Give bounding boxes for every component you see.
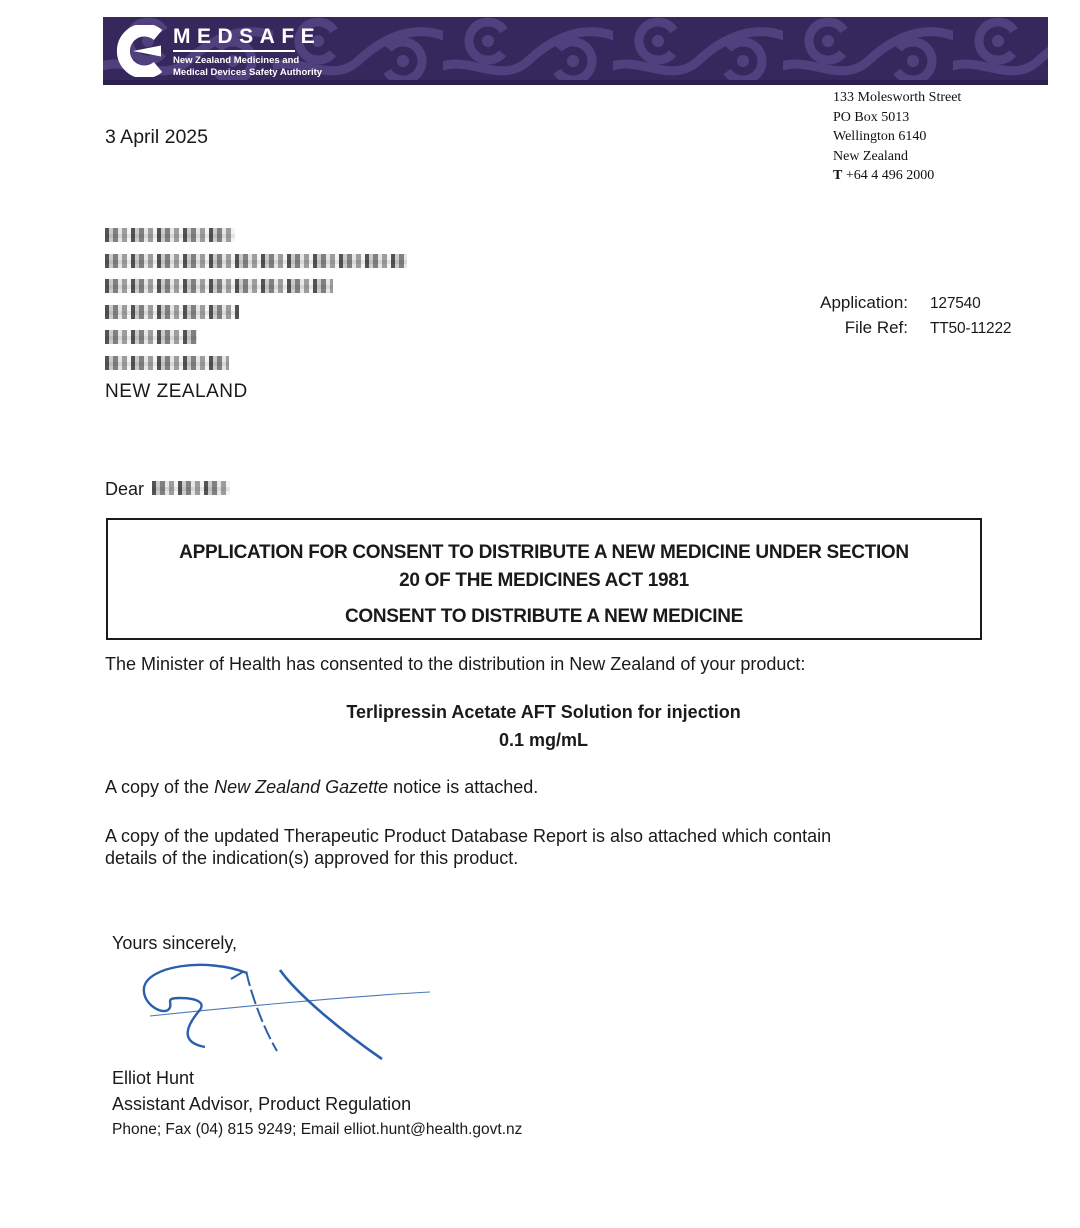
recipient-address — [105, 228, 407, 403]
logo-text-block — [173, 26, 322, 79]
sender-address-line: PO Box 5013 — [833, 109, 910, 125]
phone-value: +64 4 496 2000 — [845, 168, 935, 183]
body-paragraph-gazette — [105, 777, 538, 798]
salutation — [105, 479, 230, 500]
gazette-text-post: notice is attached. — [388, 777, 539, 797]
gazette-title: New Zealand Gazette — [214, 777, 389, 797]
report-text-line-1: A copy of the updated Therapeutic Product Database Report is also attached which contain — [105, 826, 832, 846]
sender-phone — [833, 166, 961, 186]
redacted-recipient-name — [105, 228, 235, 242]
logo-subtitle-1: New Zealand Medicines and — [173, 55, 300, 66]
product-name: Terlipressin Acetate AFT Solution for injection — [346, 702, 741, 722]
body-paragraph-consent: The Minister of Health has consented to the distribution in New Zealand of your product: — [105, 654, 806, 674]
redacted-salutation-name — [152, 481, 230, 495]
valediction: Yours sincerely, — [112, 933, 238, 953]
salutation-prefix: Dear — [105, 479, 145, 499]
redacted-recipient-city — [105, 356, 229, 370]
application-label: Application: — [820, 293, 908, 312]
sender-address — [833, 88, 961, 186]
sender-address-line: 133 Molesworth Street — [833, 90, 962, 105]
application-number: 127540 — [930, 295, 981, 312]
product-block — [105, 698, 982, 754]
signatory-contact: Phone; Fax (04) 815 9249; Email elliot.hunt@health.govt.nz — [112, 1121, 523, 1138]
file-ref-number: TT50-11222 — [930, 320, 1012, 337]
application-row — [780, 293, 1011, 313]
notice-title-line-1: APPLICATION FOR CONSENT TO DISTRIBUTE A NEW MEDICINE UNDER SECTION — [179, 542, 909, 563]
body-paragraph-database-report — [105, 826, 831, 869]
reference-block — [780, 293, 1011, 343]
redacted-recipient-suburb — [105, 330, 197, 344]
logo-title: MEDSAFE — [173, 25, 322, 48]
sender-address-line: Wellington 6140 — [833, 129, 927, 144]
signatory-name: Elliot Hunt — [112, 1068, 195, 1088]
medsafe-banner — [103, 17, 1048, 85]
sender-address-line: New Zealand — [833, 148, 909, 164]
logo-divider — [173, 50, 295, 52]
file-ref-row — [780, 318, 1011, 338]
product-strength: 0.1 mg/mL — [498, 730, 589, 750]
notice-subtitle: CONSENT TO DISTRIBUTE A NEW MEDICINE — [344, 606, 744, 627]
letter-date: 3 April 2025 — [105, 126, 208, 148]
notice-title-line-2: 20 OF THE MEDICINES ACT 1981 — [399, 570, 689, 591]
redacted-recipient-company — [105, 279, 333, 293]
redacted-recipient-title — [105, 254, 407, 268]
gazette-text-pre: A copy of the — [105, 777, 215, 797]
signatory-role: Assistant Advisor, Product Regulation — [112, 1094, 412, 1114]
phone-label: T — [833, 168, 843, 183]
report-text-line-2: details of the indication(s) approved for this product. — [105, 847, 519, 868]
consent-notice-box — [106, 518, 982, 640]
file-ref-label: File Ref: — [844, 318, 908, 337]
redacted-recipient-pobox — [105, 305, 239, 319]
signature-image — [135, 952, 435, 1064]
recipient-country: NEW ZEALAND — [105, 381, 248, 402]
medsafe-logo-icon — [111, 25, 167, 77]
logo-subtitle-2: Medical Devices Safety Authority — [173, 67, 323, 78]
